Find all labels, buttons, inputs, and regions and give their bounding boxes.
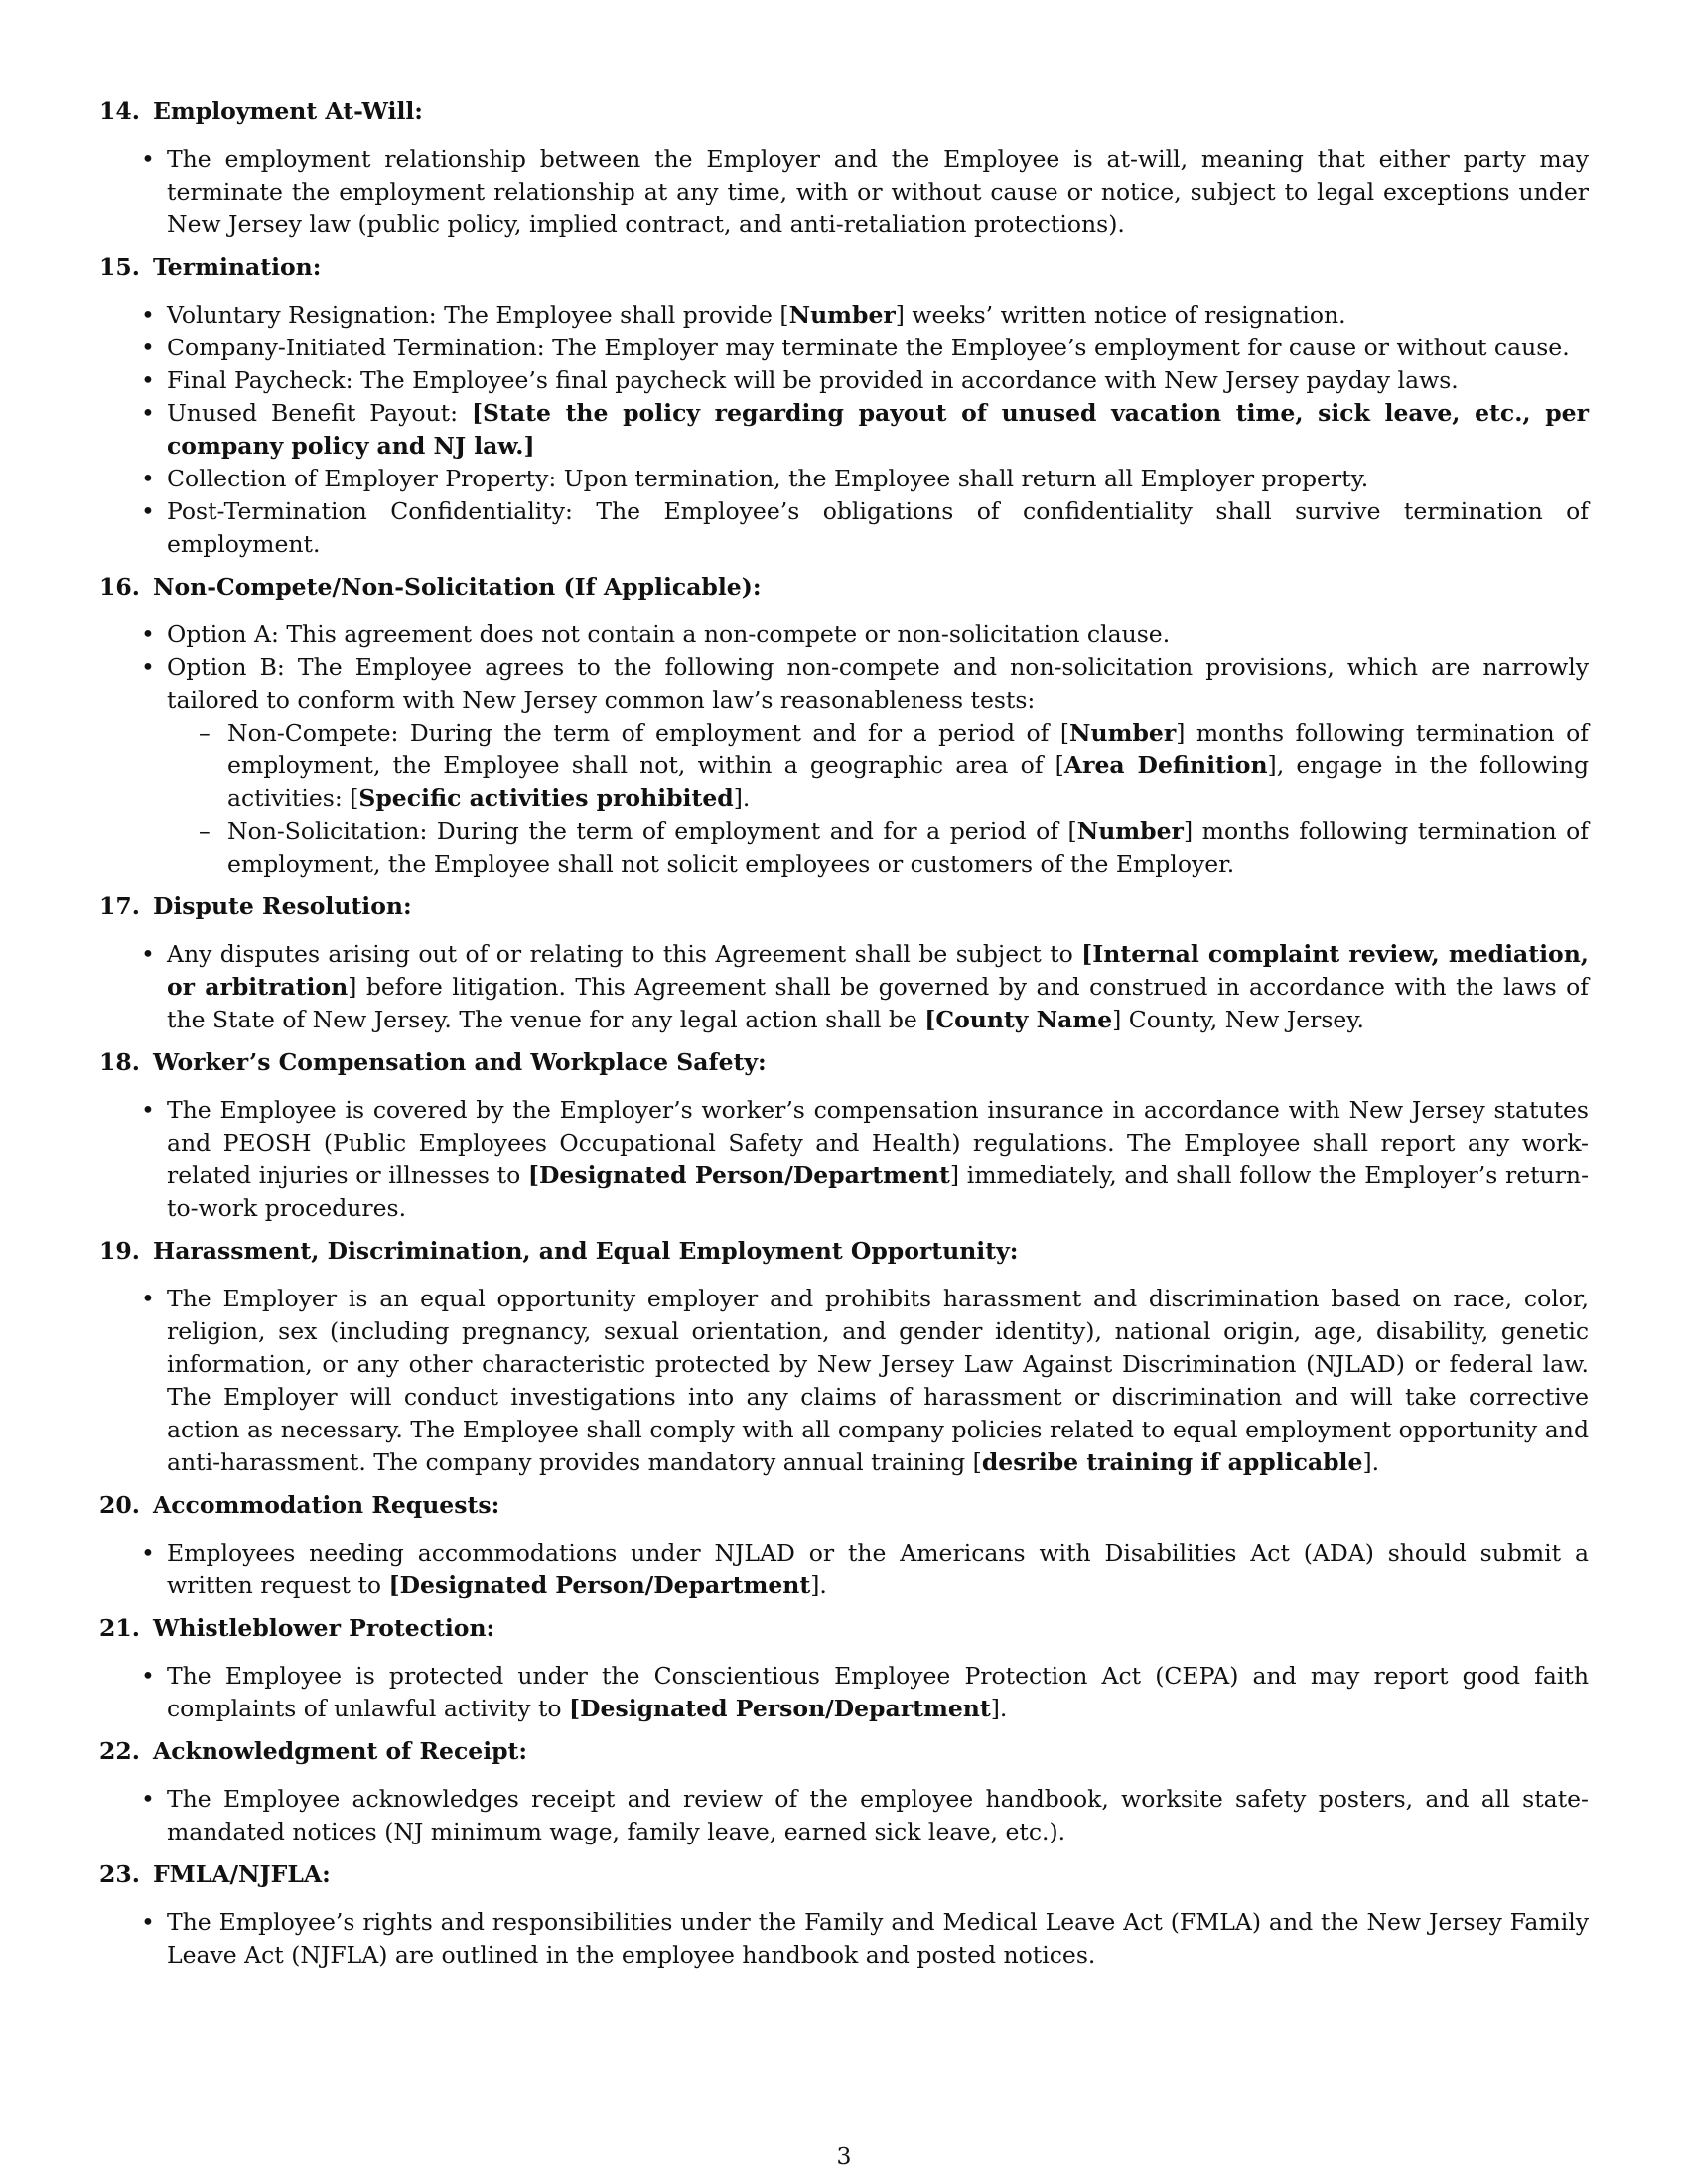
list-item: • The Employee is protected under the Conscientious Employee Protection Act (CEPA) and may report good faith complaints of unlawful activity to [Designated Person/Department].: [141, 1662, 1589, 1722]
bullet-icon: •: [141, 334, 155, 361]
bullet-list: [99, 1783, 1589, 1848]
bullet-icon: •: [141, 1662, 155, 1690]
section-22: [99, 1735, 1589, 1848]
section-heading: 22. Acknowledgment of Receipt:: [99, 1737, 528, 1765]
section-14: [99, 95, 1589, 241]
list-item: • Unused Benefit Payout: [State the policy regarding payout of unused vacation time, sick leave, etc., per company policy and NJ law.]: [141, 399, 1589, 460]
bullet-list: [99, 1906, 1589, 1972]
bullet-icon: •: [141, 1285, 155, 1312]
bullet-list: [99, 1094, 1589, 1225]
bullet-icon: •: [141, 940, 155, 968]
section-heading: 17. Dispute Resolution:: [99, 892, 412, 920]
section-15: [99, 251, 1589, 561]
bullet-list: [99, 938, 1589, 1036]
list-item: • The Employee is covered by the Employer’s worker’s compensation insurance in accordance with New Jersey statutes and PEOSH (Public Employees Occupational Safety and Health) regulations. The Employee shall report any work-related injuries or illnesses to [Designated Person/Department] immediately, and shall follow the Employer’s return-to-work procedures.: [141, 1096, 1590, 1222]
bullet-icon: •: [141, 620, 155, 648]
list-item: • Option B: The Employee agrees to the following non-compete and non-solicitation provisions, which are narrowly tailored to conform with New Jersey common law’s reasonableness tests: – Non-Compete: During the term of employment and for a period of [Number] months following termination of employment, the Employee shall not, within a geographic area of [Area Definition], engage in the following activities: [Specific activities prohibited]. – Non-Solicitation: During the term of employment and for a period of [Number] months following termination of employment, the Employee shall not solicit employees or customers of the Employer.: [99, 651, 1589, 881]
section-17: [99, 890, 1589, 1036]
bullet-icon: •: [141, 366, 155, 394]
sub-list-item: – Non-Compete: During the term of employment and for a period of [Number] months following termination of employment, the Employee shall not, within a geographic area of [Area Definition], engage in the following activities: [Specific activities prohibited].: [199, 719, 1589, 812]
document-page: [99, 95, 1589, 1981]
bullet-icon: •: [141, 1096, 155, 1124]
bullet-list: [99, 143, 1589, 241]
list-item: • Post-Termination Confidentiality: The Employee’s obligations of confidentiality shall survive termination of employment.: [141, 497, 1589, 558]
section-16: [99, 571, 1589, 881]
list-item: • Option A: This agreement does not contain a non-compete or non-solicitation clause.: [99, 618, 1589, 651]
bullet-icon: •: [141, 399, 155, 427]
section-heading: 21. Whistleblower Protection:: [99, 1614, 495, 1642]
list-item: • Any disputes arising out of or relating to this Agreement shall be subject to [Internal complaint review, mediation, or arbitration] before litigation. This Agreement shall be governed by and construed in accordance with the laws of the State of New Jersey. The venue for any legal action shall be [County Name] County, New Jersey.: [141, 940, 1590, 1033]
bullet-icon: •: [141, 1785, 155, 1813]
section-heading: 20. Accommodation Requests:: [99, 1491, 500, 1519]
list-item: • The Employee acknowledges receipt and review of the employee handbook, worksite safety posters, and all state-mandated notices (NJ minimum wage, family leave, earned sick leave, etc.).: [141, 1785, 1589, 1845]
sub-list-item: – Non-Solicitation: During the term of employment and for a period of [Number] months following termination of employment, the Employee shall not solicit employees or customers of the Employer.: [199, 817, 1589, 878]
section-20: [99, 1489, 1589, 1602]
bullet-icon: •: [141, 1908, 155, 1936]
section-heading: 19. Harassment, Discrimination, and Equal Employment Opportunity:: [99, 1237, 1019, 1265]
section-23: [99, 1858, 1589, 1972]
bullet-list: [99, 618, 1589, 881]
bullet-list: [99, 1660, 1589, 1725]
section-18: [99, 1046, 1589, 1225]
section-21: [99, 1612, 1589, 1725]
list-item: • The employment relationship between the Employer and the Employee is at-will, meaning that either party may terminate the employment relationship at any time, with or without cause or notice, subject to legal exceptions under New Jersey law (public policy, implied contract, and anti-retaliation protections).: [141, 145, 1589, 238]
section-heading: 23. FMLA/NJFLA:: [99, 1860, 331, 1888]
section-19: [99, 1235, 1589, 1479]
page-number: 3: [836, 2142, 852, 2170]
sub-list: [167, 717, 1589, 881]
list-item: • Company-Initiated Termination: The Employer may terminate the Employee’s employment for cause or without cause.: [99, 332, 1589, 364]
list-item: • Voluntary Resignation: The Employee shall provide [Number] weeks’ written notice of resignation.: [99, 299, 1589, 332]
list-item: • The Employer is an equal opportunity employer and prohibits harassment and discrimination based on race, color, religion, sex (including pregnancy, sexual orientation, and gender identity), national origin, age, disability, genetic information, or any other characteristic protected by New Jersey Law Against Discrimination (NJLAD) or federal law. The Employer will conduct investigations into any claims of harassment or discrimination and will take corrective action as necessary. The Employee shall comply with all company policies related to equal employment opportunity and anti-harassment. The company provides mandatory annual training [desribe training if applicable].: [141, 1285, 1589, 1476]
bullet-icon: •: [141, 497, 155, 525]
section-heading: 15. Termination:: [99, 253, 322, 281]
section-heading: 16. Non-Compete/Non-Solicitation (If Applicable):: [99, 573, 762, 601]
bullet-icon: •: [141, 653, 155, 681]
bullet-list: [99, 299, 1589, 561]
bullet-icon: •: [141, 1539, 155, 1567]
section-heading: 18. Worker’s Compensation and Workplace Safety:: [99, 1048, 767, 1076]
bullet-list: [99, 1537, 1589, 1602]
list-item: • Collection of Employer Property: Upon termination, the Employee shall return all Employer property.: [99, 463, 1589, 495]
list-item: • The Employee’s rights and responsibilities under the Family and Medical Leave Act (FMLA) and the New Jersey Family Leave Act (NJFLA) are outlined in the employee handbook and posted notices.: [141, 1908, 1589, 1969]
bullet-icon: •: [141, 145, 155, 173]
bullet-list: [99, 1283, 1589, 1479]
list-item: • Final Paycheck: The Employee’s final paycheck will be provided in accordance with New Jersey payday laws.: [99, 364, 1589, 397]
dash-icon: –: [199, 719, 211, 747]
dash-icon: –: [199, 817, 211, 845]
bullet-icon: •: [141, 301, 155, 329]
list-item: • Employees needing accommodations under NJLAD or the Americans with Disabilities Act (ADA) should submit a written request to [Designated Person/Department].: [141, 1539, 1589, 1599]
bullet-icon: •: [141, 465, 155, 492]
section-heading: 14. Employment At-Will:: [99, 97, 423, 125]
